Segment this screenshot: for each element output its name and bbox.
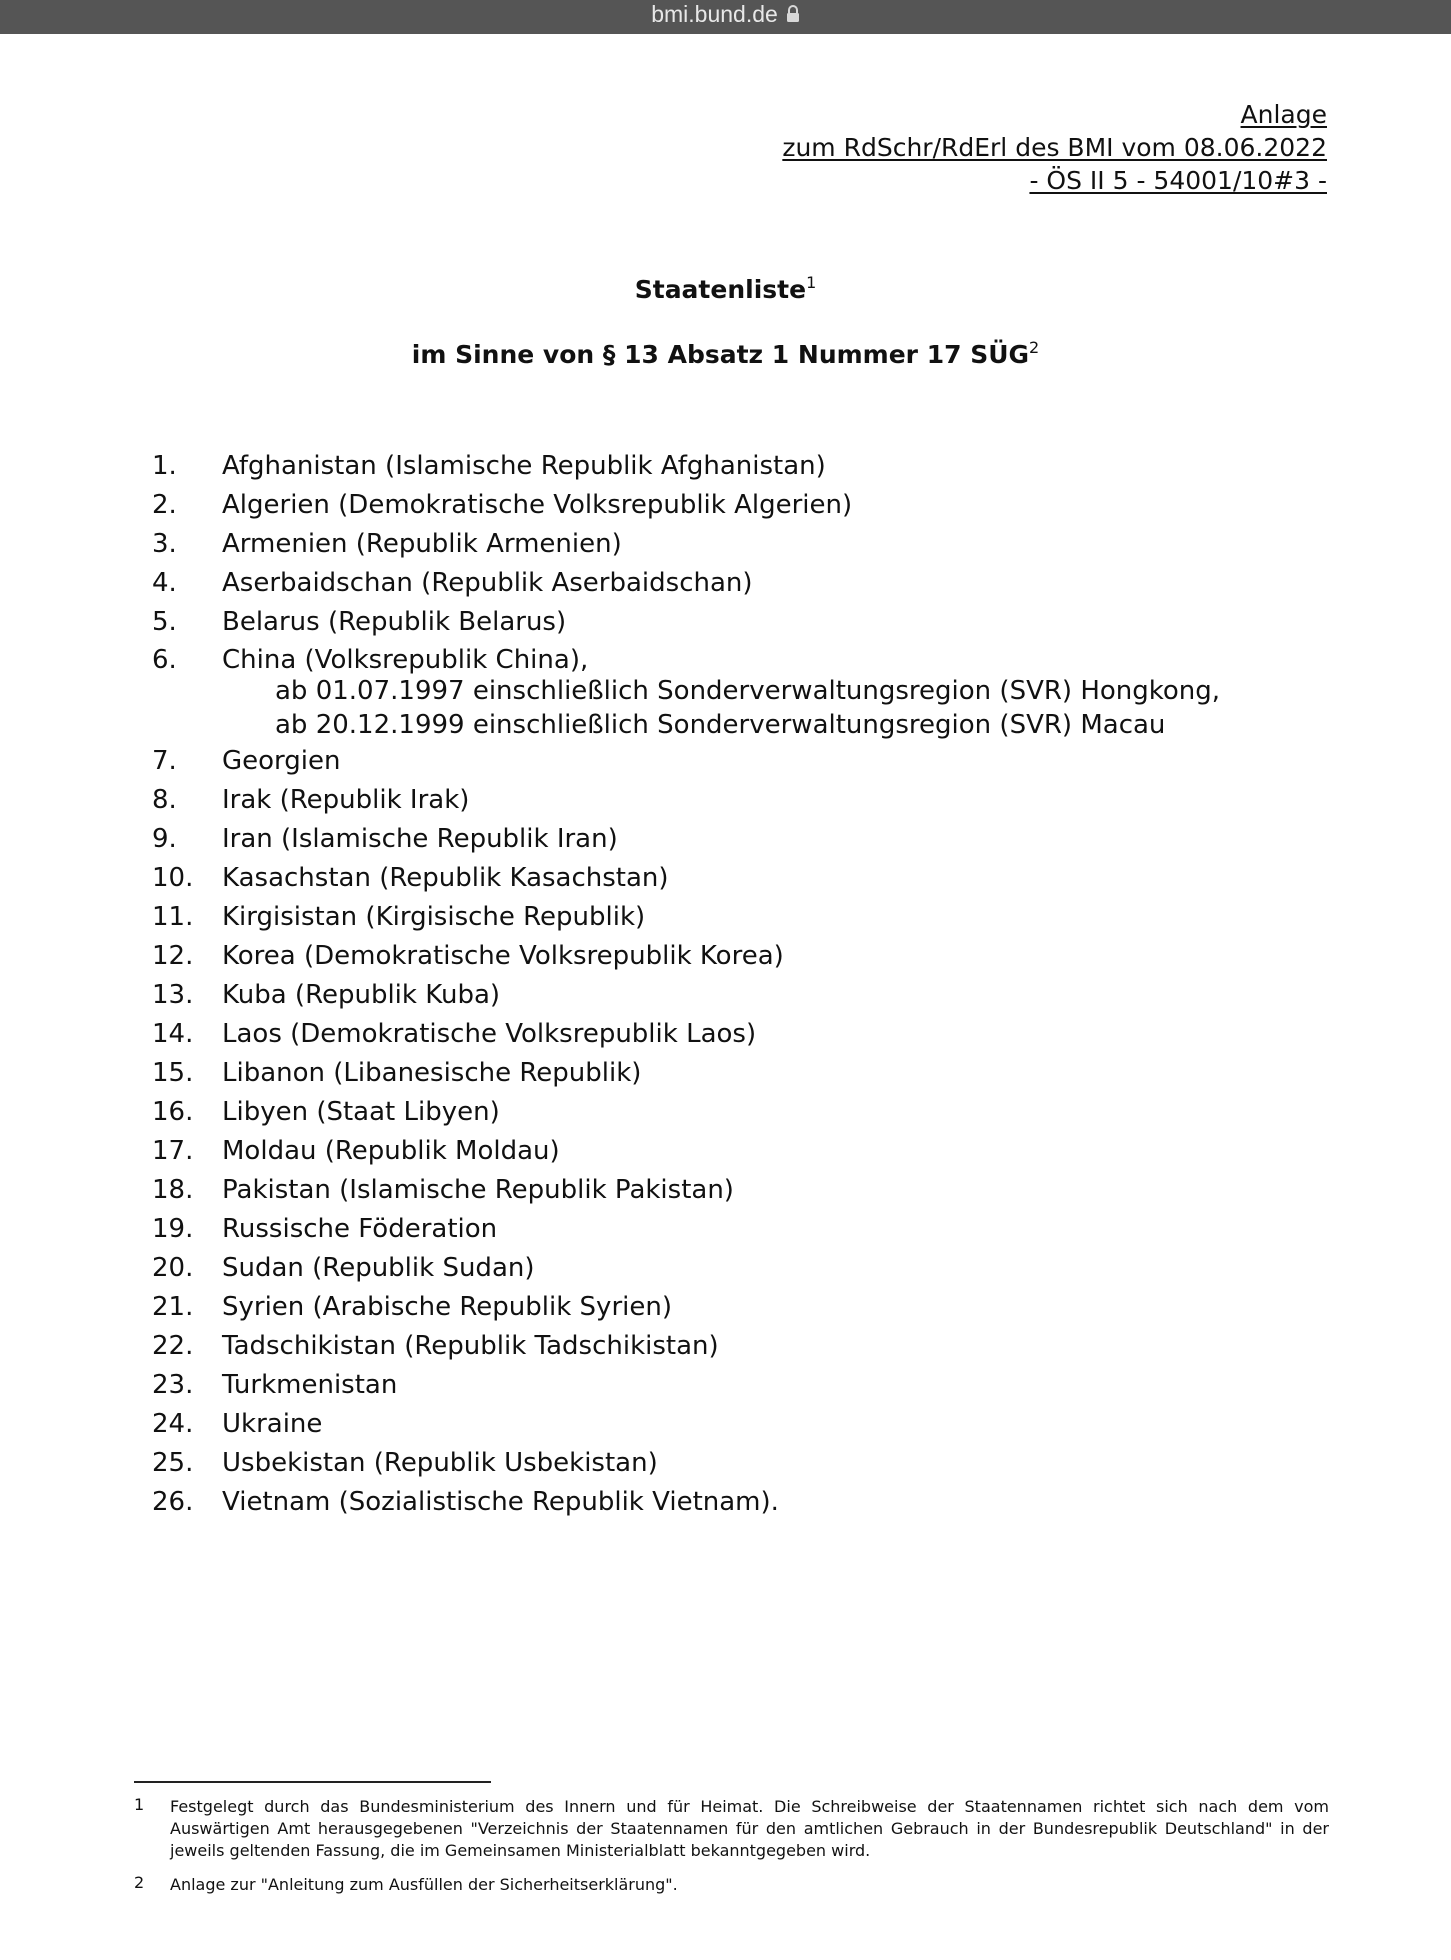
- list-item-number: 17.: [152, 1136, 194, 1166]
- list-item: [152, 742, 1302, 781]
- lock-icon: [786, 5, 800, 23]
- annex-reference: [782, 98, 1327, 197]
- list-item: [152, 603, 1302, 642]
- list-item: [152, 1444, 1302, 1483]
- list-item-name: Armenien (Republik Armenien): [222, 529, 622, 559]
- footnote-text: Festgelegt durch das Bundesministerium des Innern und für Heimat. Die Schreibweise der Staatennamen richtet sich nach dem vom Auswärtigen Amt herausgegebenen "Verzeichnis der Staatennamen für den amtlichen Gebrauch in der Bundesrepublik Deutschland" in der jeweils geltenden Fassung, die im Gemeinsamen Ministerialblatt bekanntgegeben wird.: [170, 1797, 1329, 1860]
- list-item-name: Sudan (Republik Sudan): [222, 1253, 535, 1283]
- annex-circular: zum RdSchr/RdErl des BMI vom 08.06.2022: [782, 133, 1327, 162]
- list-item-number: 9.: [152, 824, 177, 854]
- list-item-name: Pakistan (Islamische Republik Pakistan): [222, 1175, 734, 1205]
- list-item-number: 6.: [152, 645, 177, 675]
- list-item-name: Algerien (Demokratische Volksrepublik Algerien): [222, 490, 853, 520]
- footnote-divider: [134, 1781, 491, 1783]
- list-item-name: Belarus (Republik Belarus): [222, 607, 567, 637]
- list-item: [152, 1288, 1302, 1327]
- list-item-number: 24.: [152, 1409, 194, 1439]
- list-item-name: Georgien: [222, 746, 341, 776]
- list-item-number: 8.: [152, 785, 177, 815]
- list-item-number: 21.: [152, 1292, 194, 1322]
- list-item-number: 4.: [152, 568, 177, 598]
- list-item: [152, 1015, 1302, 1054]
- annex-file-number: - ÖS II 5 - 54001/10#3 -: [1029, 166, 1327, 195]
- list-item: [152, 1054, 1302, 1093]
- list-item-number: 14.: [152, 1019, 194, 1049]
- list-item: [152, 1366, 1302, 1405]
- footnote-mark: 2: [134, 1873, 145, 1892]
- list-item-number: 10.: [152, 863, 194, 893]
- list-item: [152, 859, 1302, 898]
- list-item-number: 7.: [152, 746, 177, 776]
- url-text: bmi.bund.de: [651, 0, 778, 27]
- list-item-name: Syrien (Arabische Republik Syrien): [222, 1292, 672, 1322]
- list-item-number: 13.: [152, 980, 194, 1010]
- annex-label: Anlage: [1240, 100, 1327, 129]
- list-item: [152, 1210, 1302, 1249]
- list-item: [152, 642, 1302, 678]
- list-item-name: Tadschikistan (Republik Tadschikistan): [222, 1331, 719, 1361]
- footnote-mark: 1: [134, 1795, 145, 1814]
- list-item: [152, 1405, 1302, 1444]
- list-item-number: 12.: [152, 941, 194, 971]
- url-display[interactable]: [651, 1, 800, 28]
- list-item: [152, 898, 1302, 937]
- list-item-number: 25.: [152, 1448, 194, 1478]
- list-item-subline: ab 20.12.1999 einschließlich Sonderverwaltungsregion (SVR) Macau: [275, 710, 1166, 740]
- list-item-name: China (Volksrepublik China),: [222, 645, 589, 675]
- footnote-ref-1: 1: [806, 273, 817, 292]
- country-list: [152, 447, 1302, 1522]
- list-item-name: Kuba (Republik Kuba): [222, 980, 501, 1010]
- browser-address-bar[interactable]: [0, 0, 1451, 34]
- footnotes: [134, 1796, 1329, 1908]
- list-item: [152, 781, 1302, 820]
- list-item-number: 5.: [152, 607, 177, 637]
- list-item-number: 23.: [152, 1370, 194, 1400]
- list-item-name: Vietnam (Sozialistische Republik Vietnam).: [222, 1487, 779, 1517]
- list-item-number: 3.: [152, 529, 177, 559]
- list-item-name: Libanon (Libanesische Republik): [222, 1058, 642, 1088]
- list-item: [152, 564, 1302, 603]
- list-item-number: 26.: [152, 1487, 194, 1517]
- page-title: Staatenliste$^1$: [634, 273, 817, 304]
- list-item: [152, 1249, 1302, 1288]
- list-item-number: 22.: [152, 1331, 194, 1361]
- footnote: [134, 1874, 1329, 1896]
- list-item-number: 2.: [152, 490, 177, 520]
- list-item-number: 1.: [152, 451, 177, 481]
- list-item-name: Ukraine: [222, 1409, 323, 1439]
- list-item: [152, 1483, 1302, 1522]
- list-item-number: 15.: [152, 1058, 194, 1088]
- footnote-ref-2: 2: [1029, 338, 1040, 357]
- list-item-number: 11.: [152, 902, 194, 932]
- list-item-name: Irak (Republik Irak): [222, 785, 470, 815]
- list-item: [152, 1171, 1302, 1210]
- list-item-name: Afghanistan (Islamische Republik Afghanistan): [222, 451, 826, 481]
- list-item: [152, 525, 1302, 564]
- list-item-name: Turkmenistan: [222, 1370, 398, 1400]
- list-item: [152, 976, 1302, 1015]
- list-item-name: Usbekistan (Republik Usbekistan): [222, 1448, 658, 1478]
- list-item-name: Korea (Demokratische Volksrepublik Korea): [222, 941, 784, 971]
- list-item-number: 16.: [152, 1097, 194, 1127]
- list-item: [152, 1132, 1302, 1171]
- list-item-name: Moldau (Republik Moldau): [222, 1136, 560, 1166]
- list-item-name: Iran (Islamische Republik Iran): [222, 824, 618, 854]
- list-item: [152, 447, 1302, 486]
- list-item: [152, 1327, 1302, 1366]
- list-item-name: Kasachstan (Republik Kasachstan): [222, 863, 669, 893]
- list-item: [152, 486, 1302, 525]
- list-item: [152, 820, 1302, 859]
- list-item-name: Laos (Demokratische Volksrepublik Laos): [222, 1019, 757, 1049]
- list-item-number: 20.: [152, 1253, 194, 1283]
- footnote: [134, 1796, 1329, 1862]
- list-item-name: Aserbaidschan (Republik Aserbaidschan): [222, 568, 753, 598]
- list-item-subline: ab 01.07.1997 einschließlich Sonderverwaltungsregion (SVR) Hongkong,: [275, 676, 1221, 706]
- list-item: [152, 937, 1302, 976]
- list-item-number: 19.: [152, 1214, 194, 1244]
- list-item-number: 18.: [152, 1175, 194, 1205]
- footnote-text: Anlage zur "Anleitung zum Ausfüllen der Sicherheitserklärung".: [170, 1875, 678, 1894]
- list-item-name: Russische Föderation: [222, 1214, 498, 1244]
- list-item: [152, 1093, 1302, 1132]
- page-subtitle: im Sinne von § 13 Absatz 1 Nummer 17 SÜG$^2$: [411, 338, 1040, 369]
- list-item-name: Kirgisistan (Kirgisische Republik): [222, 902, 646, 932]
- list-item-name: Libyen (Staat Libyen): [222, 1097, 500, 1127]
